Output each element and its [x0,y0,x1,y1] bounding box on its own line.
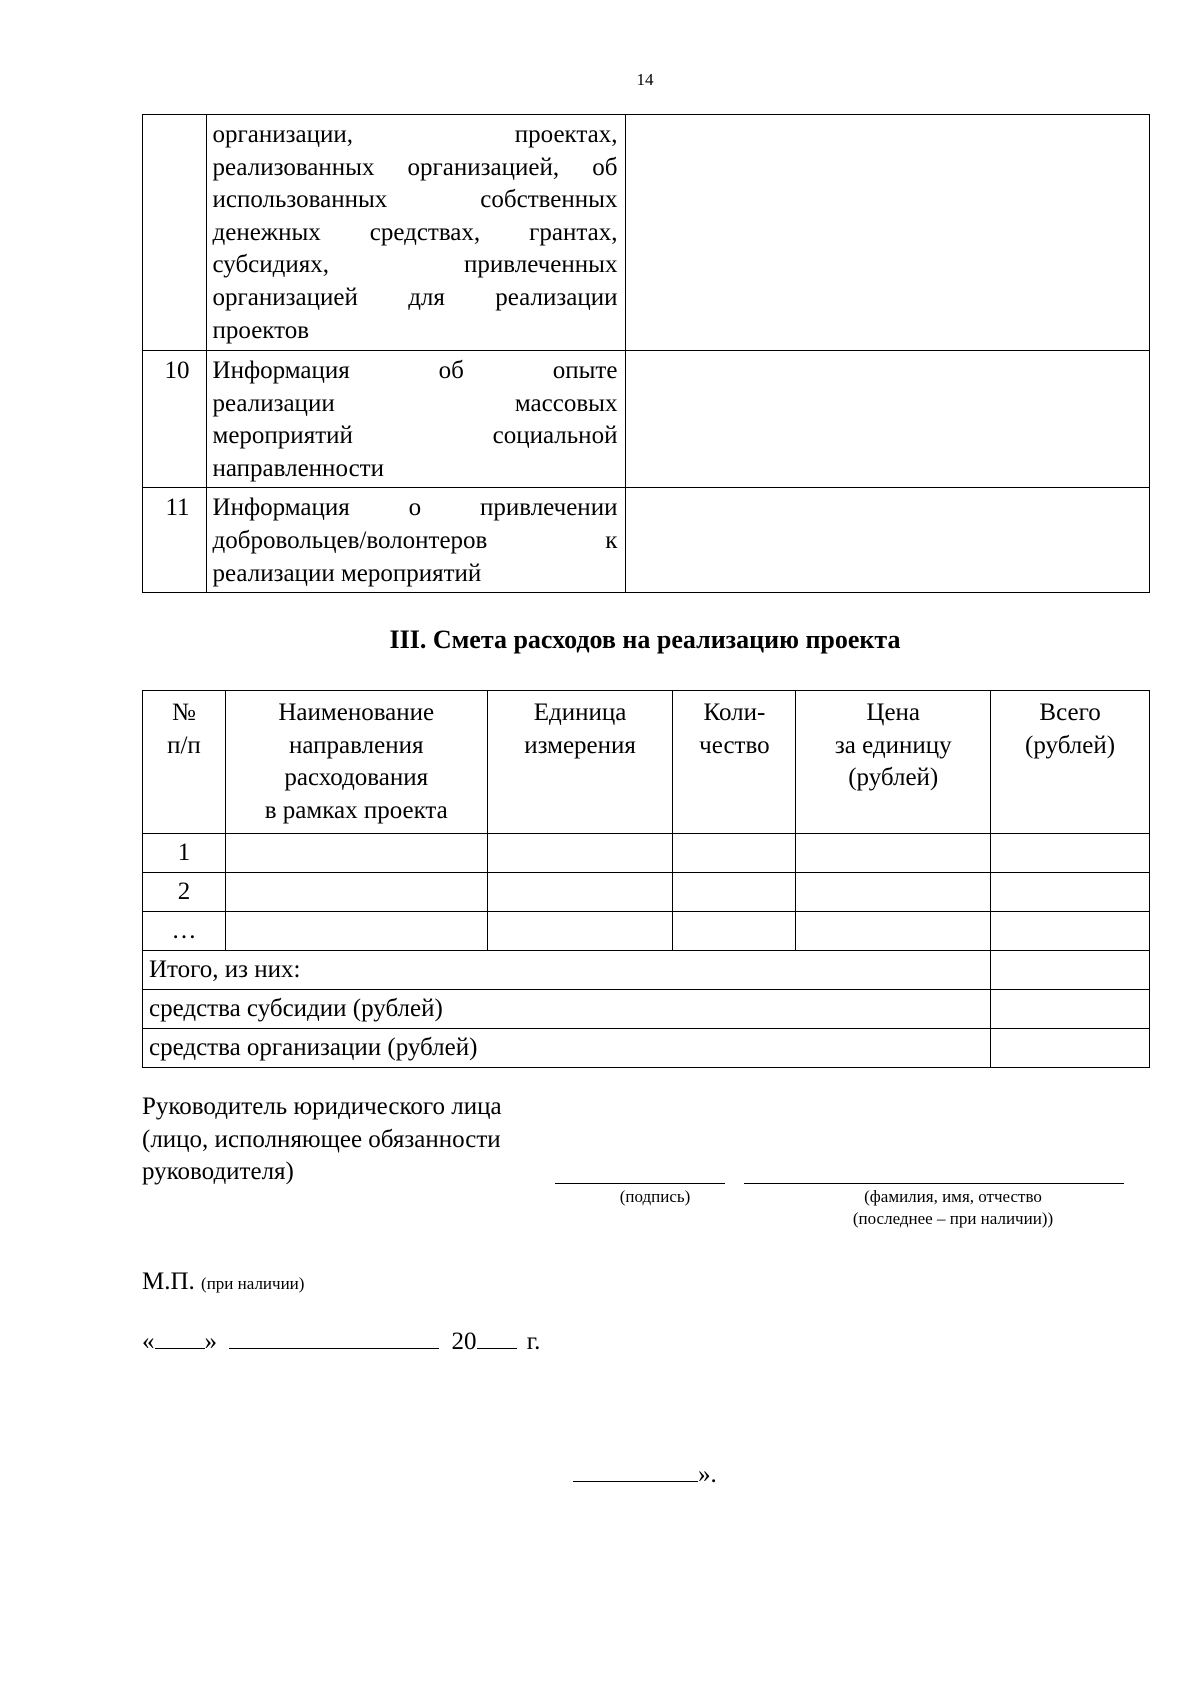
summary-label: средства организации (рублей) [143,1029,991,1068]
cell[interactable] [673,873,796,912]
desc-line: добровольцев/волонтеров к [212,526,618,554]
cell[interactable] [991,834,1150,873]
summary-value[interactable] [991,951,1150,990]
name-caption: (фамилия, имя, отчество (последнее – при наличии)) [852,1187,1054,1228]
header-name: Наименование направления расходования в рамках проекта [225,691,487,834]
cell[interactable] [487,834,673,873]
cell[interactable] [796,873,991,912]
name-line[interactable] [744,1183,1124,1184]
date-line: « » 20 г. [142,1322,540,1356]
row-number [143,115,207,351]
table-row [143,351,1150,488]
stamp-label: М.П. (при наличии) [142,1268,305,1295]
summary-value[interactable] [991,1029,1150,1068]
cell[interactable] [225,873,487,912]
header-price: Цена за единицу (рублей) [796,691,991,834]
summary-label: Итого, из них: [143,951,991,990]
desc-line: реализованных организацией, об [212,153,618,181]
row-value-cell[interactable] [626,351,1150,488]
header-qty: Коли- чество [673,691,796,834]
cell[interactable] [991,912,1150,951]
desc-line: Информация об опыте [212,357,618,384]
summary-label: средства субсидии (рублей) [143,990,991,1029]
section-title: III. Смета расходов на реализацию проекта [389,625,901,654]
page-number: 14 [636,70,654,89]
header-num: № п/п [143,691,226,834]
closing-mark: ». [573,1455,717,1489]
row-number: 2 [143,873,226,912]
cell[interactable] [673,912,796,951]
summary-value[interactable] [991,990,1150,1029]
budget-table [142,690,1150,1068]
cell[interactable] [796,834,991,873]
month-blank[interactable] [229,1322,439,1349]
cell[interactable] [487,873,673,912]
year-blank[interactable] [477,1322,517,1349]
cell[interactable] [487,912,673,951]
row-value-cell[interactable] [626,488,1150,593]
summary-row [143,951,1150,990]
signature-caption: (подпись) [619,1187,691,1206]
table-row [143,488,1150,593]
desc-line: Информация о привлечении [212,494,618,522]
row-number: … [143,912,226,951]
row-number: 1 [143,834,226,873]
cell[interactable] [225,834,487,873]
desc-line: организацией для реализации [212,283,618,311]
day-blank[interactable] [155,1322,205,1349]
desc-line: реализации массовых [212,389,618,417]
desc-line: проектов [212,316,310,344]
desc-line: направленности [212,454,384,482]
row-description [206,115,626,351]
desc-line: денежных средствах, грантах, [212,218,618,246]
info-table [142,114,1150,593]
summary-row [143,990,1150,1029]
closing-blank [573,1455,698,1482]
signatory-title: Руководитель юридического лица (лицо, исполняющее обязанности руководителя) [142,1093,502,1186]
desc-line: реализации мероприятий [212,559,482,587]
desc-line: организации, проектах, [212,121,618,148]
signature-line[interactable] [555,1183,725,1184]
row-number: 10 [143,351,207,488]
table-row [143,115,1150,351]
table-row [143,873,1150,912]
table-row [143,912,1150,951]
row-number: 11 [143,488,207,593]
summary-row [143,1029,1150,1068]
row-value-cell[interactable] [626,115,1150,351]
cell[interactable] [991,873,1150,912]
desc-line: использованных собственных [212,186,618,214]
desc-line: субсидиях, привлеченных [212,251,618,279]
header-total: Всего (рублей) [991,691,1150,834]
cell[interactable] [796,912,991,951]
table-row [143,834,1150,873]
row-description [206,351,626,488]
desc-line: мероприятий социальной [212,422,618,450]
cell[interactable] [673,834,796,873]
header-unit: Единица измерения [487,691,673,834]
row-description [206,488,626,593]
cell[interactable] [225,912,487,951]
header-row [143,691,1150,834]
